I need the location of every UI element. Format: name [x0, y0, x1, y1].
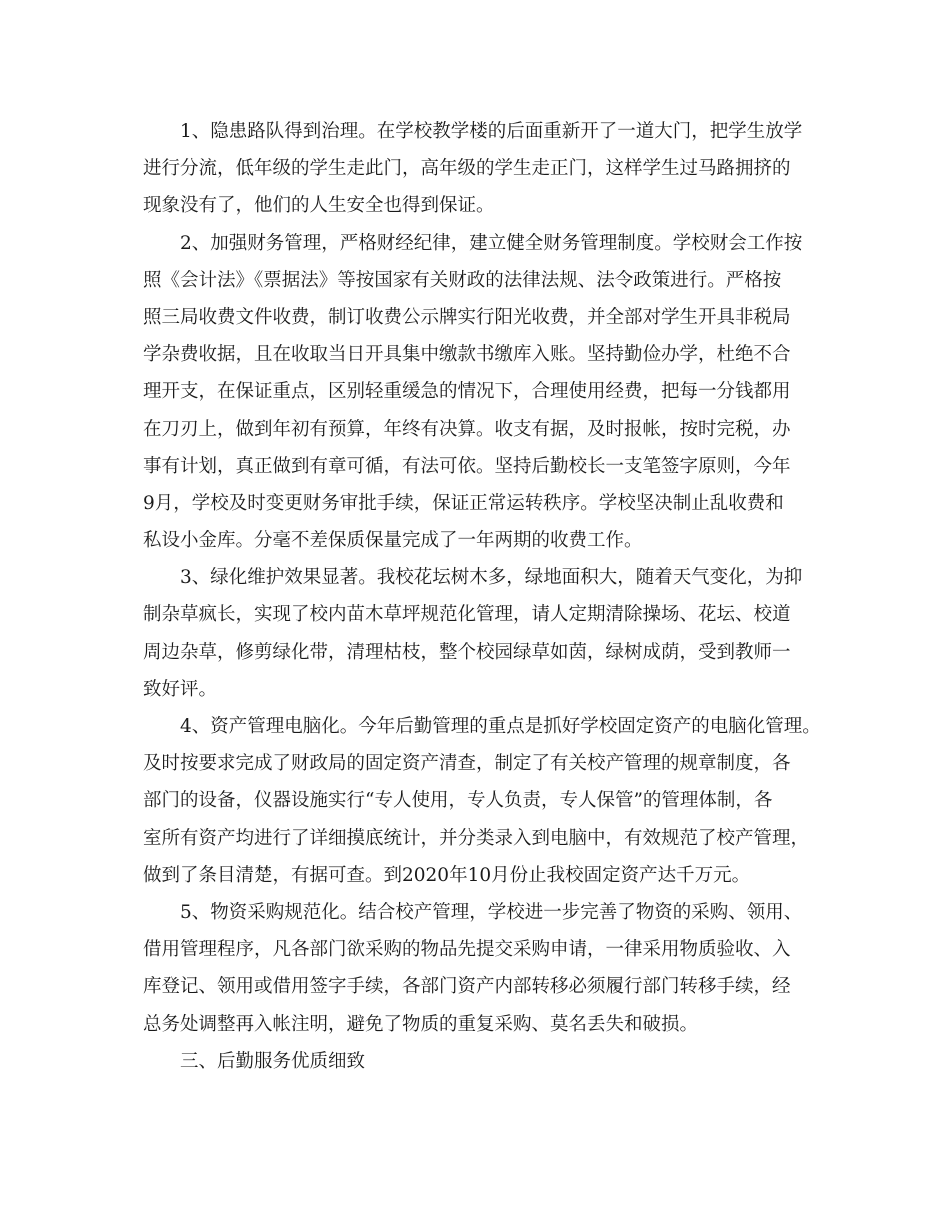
- text-line: 2、加强财务管理，严格财经纪律，建立健全财务管理制度。学校财会工作按: [180, 232, 803, 254]
- text-line: 4、资产管理电脑化。今年后勤管理的重点是抓好学校固定资产的电脑化管理。: [180, 716, 821, 737]
- text-line: 借用管理程序，凡各部门欲采购的物品先提交采购申请，一律采用物质验收、入: [143, 939, 791, 961]
- text-line: 致好评。: [143, 678, 218, 700]
- text-line: 及时按要求完成了财政局的固定资产清查，制定了有关校产管理的规章制度，各: [143, 753, 791, 775]
- text-line: 5、物资采购规范化。结合校产管理，学校进一步完善了物资的采购、领用、: [180, 901, 803, 923]
- text-line: 进行分流，低年级的学生走此门，高年级的学生走正门，这样学生过马路拥挤的: [143, 158, 791, 180]
- text-line: 3、绿化维护效果显著。我校花坛树木多，绿地面积大，随着天气变化，为抑: [180, 567, 803, 589]
- text-line: 事有计划，真正做到有章可循，有法可依。坚持后勤校长一支笔签字原则，今年: [143, 455, 791, 477]
- text-line: 做到了条目清楚，有据可查。到2020年10月份止我校固定资产达千万元。: [143, 864, 751, 886]
- text-line: 室所有资产均进行了详细摸底统计，并分类录入到电脑中，有效规范了校产管理，: [143, 827, 810, 849]
- text-line: 制杂草疯长，实现了校内苗木草坪规范化管理，请人定期清除操场、花坛、校道: [143, 604, 791, 626]
- text-line: 现象没有了，他们的人生安全也得到保证。: [143, 195, 495, 217]
- text-line: 总务处调整再入帐注明，避免了物质的重复采购、莫名丢失和破损。: [143, 1013, 699, 1035]
- text-line: 三、后勤服务优质细致: [180, 1050, 366, 1072]
- text-line: 照三局收费文件收费，制订收费公示牌实行阳光收费，并全部对学生开具非税局: [143, 306, 791, 328]
- document-body: [143, 113, 823, 1080]
- text-line: 部门的设备，仪器设施实行“专人使用，专人负责，专人保管”的管理体制，各: [143, 790, 773, 812]
- text-line: 私设小金库。分毫不差保质保量完成了一年两期的收费工作。: [143, 530, 643, 552]
- text-line: 理开支，在保证重点，区别轻重缓急的情况下，合理使用经费，把每一分钱都用: [143, 381, 791, 403]
- text-line: 库登记、领用或借用签字手续，各部门资产内部转移必须履行部门转移手续，经: [143, 976, 791, 998]
- text-line: 1、隐患路队得到治理。在学校教学楼的后面重新开了一道大门，把学生放学: [180, 121, 803, 142]
- text-line: 照《会计法》《票据法》等按国家有关财政的法律法规、法令政策进行。严格按: [143, 269, 782, 291]
- text-line: 周边杂草，修剪绿化带，清理枯枝，整个校园绿草如茵，绿树成荫，受到教师一: [143, 641, 791, 663]
- text-line: 在刀刃上，做到年初有预算，年终有决算。收支有据，及时报帐，按时完税，办: [143, 418, 791, 440]
- text-line: 9月，学校及时变更财务审批手续，保证正常运转秩序。学校坚决制止乱收费和: [143, 492, 784, 514]
- text-line: 学杂费收据，且在收取当日开具集中缴款书缴库入账。坚持勤俭办学，杜绝不合: [143, 344, 791, 366]
